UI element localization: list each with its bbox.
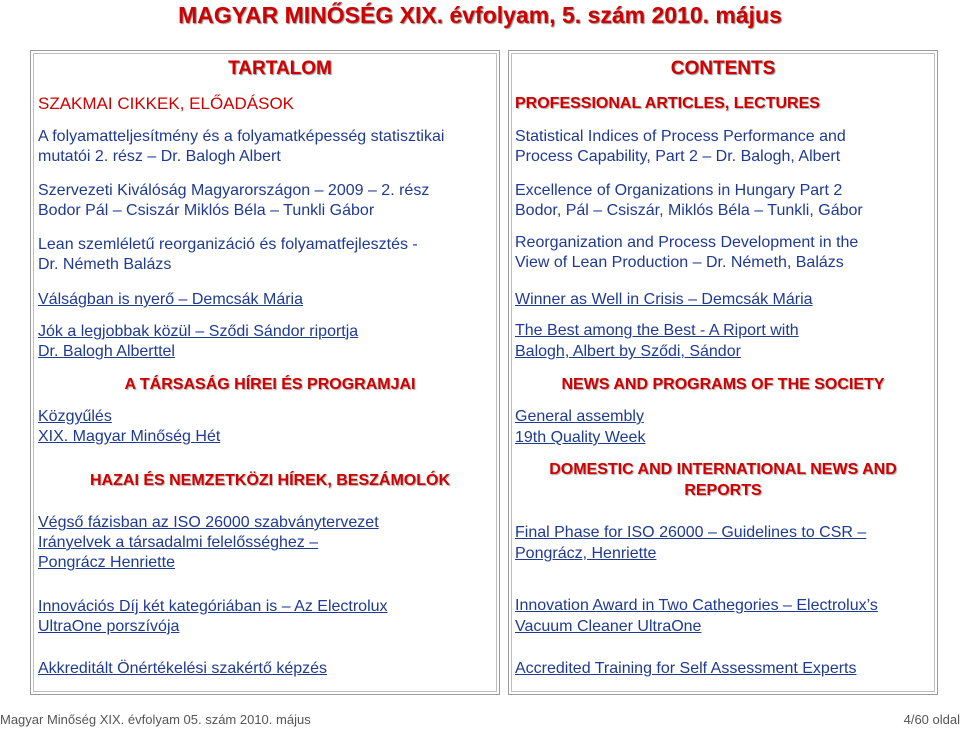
news-link-innovation-en-line2[interactable]: Vacuum Cleaner UltraOne: [515, 618, 702, 635]
news-link-innovation-line2[interactable]: UltraOne porszívója: [38, 618, 180, 635]
news-link-training[interactable]: Akkreditált Önértékelési szakértő képzés: [38, 660, 328, 677]
contents-title: CONTENTS: [670, 58, 776, 79]
section-heading-articles: SZAKMAI CIKKEK, ELŐADÁSOK: [38, 94, 295, 113]
news-link-innovation-line1[interactable]: Innovációs Díj két kategóriában is – Az Electrolux: [38, 598, 388, 615]
news-link-iso26000-en-line2[interactable]: Pongrácz, Henriette: [515, 545, 657, 562]
news-link-training-en[interactable]: Accredited Training for Self Assessment Experts: [515, 660, 857, 677]
article-link-3-line1[interactable]: Lean szemléletű reorganizáció és folyamatfejlesztés -: [38, 236, 418, 253]
article-link-3-en-line2[interactable]: View of Lean Production – Dr. Németh, Balázs: [515, 254, 844, 271]
article-link-3-en-line1[interactable]: Reorganization and Process Development in the: [515, 234, 859, 251]
section-heading-news-en-line1: DOMESTIC AND INTERNATIONAL NEWS AND: [549, 461, 897, 478]
article-link-2-line1[interactable]: Szervezeti Kiválóság Magyarországon – 2009 – 2. rész: [38, 182, 430, 199]
article-link-4-en[interactable]: Winner as Well in Crisis – Demcsák Mária: [515, 291, 813, 308]
page-header-title: MAGYAR MINŐSÉG XIX. évfolyam, 5. szám 2010. május: [178, 2, 782, 28]
news-link-iso26000-en-line1[interactable]: Final Phase for ISO 26000 – Guidelines to CSR –: [515, 524, 867, 541]
article-link-1-line2[interactable]: mutatói 2. rész – Dr. Balogh Albert: [38, 148, 281, 165]
news-link-quality-week[interactable]: XIX. Magyar Minőség Hét: [38, 428, 221, 445]
section-heading-society: A TÁRSASÁG HÍREI ÉS PROGRAMJAI: [124, 376, 416, 393]
article-link-5-line2[interactable]: Dr. Balogh Alberttel: [38, 343, 175, 360]
article-link-5-line1[interactable]: Jók a legjobbak közül – Sződi Sándor riportja: [38, 323, 359, 340]
article-link-1-en-line2[interactable]: Process Capability, Part 2 – Dr. Balogh, Albert: [515, 148, 841, 165]
section-heading-news-en-line2: REPORTS: [684, 482, 762, 499]
section-heading-news: HAZAI ÉS NEMZETKÖZI HÍREK, BESZÁMOLÓK: [90, 472, 450, 489]
article-link-4[interactable]: Válságban is nyerő – Demcsák Mária: [38, 291, 304, 308]
article-link-1-en-line1[interactable]: Statistical Indices of Process Performance and: [515, 128, 846, 145]
article-link-3-line2[interactable]: Dr. Németh Balázs: [38, 256, 172, 273]
article-link-2-en-line2[interactable]: Bodor, Pál – Csiszár, Miklós Béla – Tunkli, Gábor: [515, 202, 863, 219]
news-link-iso26000-line3[interactable]: Pongrácz Henriette: [38, 554, 175, 571]
news-link-iso26000-line2[interactable]: Irányelvek a társadalmi felelősséghez –: [38, 534, 319, 551]
article-link-1-line1[interactable]: A folyamatteljesítmény és a folyamatképesség statisztikai: [38, 128, 445, 145]
article-link-5-en-line2[interactable]: Balogh, Albert by Sződi, Sándor: [515, 343, 741, 360]
news-link-iso26000-line1[interactable]: Végső fázisban az ISO 26000 szabványtervezet: [38, 514, 379, 531]
footer-page-number: 4/60 oldal: [903, 712, 960, 727]
section-heading-society-en: NEWS AND PROGRAMS OF THE SOCIETY: [561, 376, 885, 393]
news-link-innovation-en-line1[interactable]: Innovation Award in Two Cathegories – Electrolux’s: [515, 597, 878, 614]
news-link-general-assembly-en[interactable]: General assembly: [515, 408, 644, 425]
toc-title: TARTALOM: [228, 58, 332, 79]
article-link-2-en-line1[interactable]: Excellence of Organizations in Hungary Part 2: [515, 182, 843, 199]
article-link-2-line2[interactable]: Bodor Pál – Csiszár Miklós Béla – Tunkli Gábor: [38, 202, 375, 219]
article-link-5-en-line1[interactable]: The Best among the Best - A Riport with: [515, 322, 799, 339]
news-link-general-assembly[interactable]: Közgyűlés: [38, 408, 112, 425]
section-heading-articles-en: PROFESSIONAL ARTICLES, LECTURES: [515, 95, 820, 112]
footer-publication: Magyar Minőség XIX. évfolyam 05. szám 2010. május: [0, 712, 311, 727]
news-link-quality-week-en[interactable]: 19th Quality Week: [515, 429, 646, 446]
